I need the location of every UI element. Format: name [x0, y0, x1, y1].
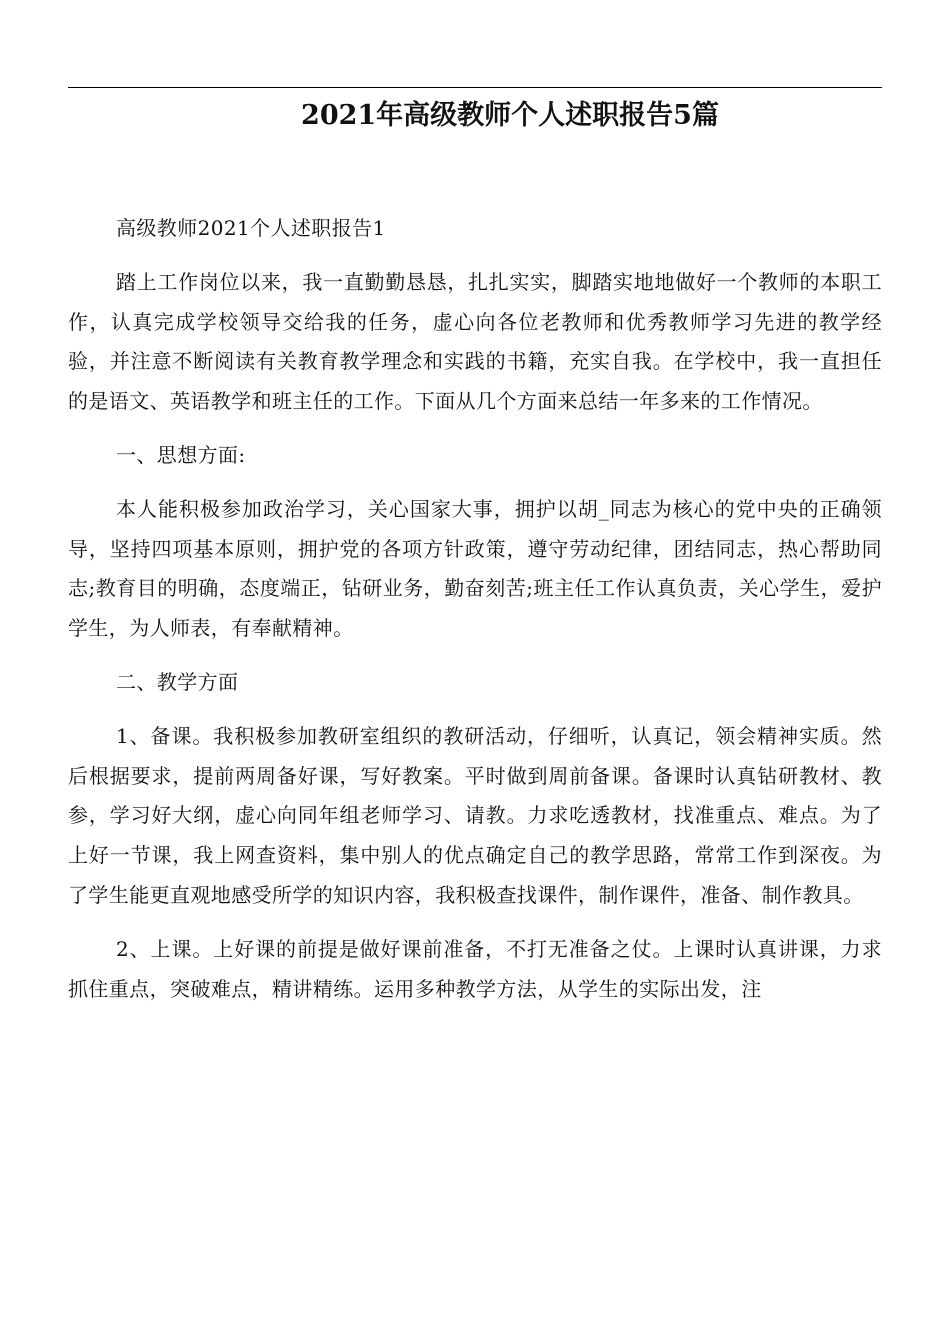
document-title: 2021年高级教师个人述职报告5篇	[301, 100, 719, 131]
paragraph-lesson-prep: 1、备课。我积极参加教研室组织的教研活动，仔细听，认真记，领会精神实质。然后根据要求，提前两周备好课，写好教案。平时做到周前备课。备课时认真钻研教材、教参，学习好大纲，虚心向同年组老师学习、请教。力求吃透教材，找准重点、难点。为了上好一节课，我上网查资料，集中别人的优点确定自己的教学思路，常常工作到深夜。为了学生能更直观地感受所学的知识内容，我积极查找课件，制作课件，准备、制作教具。	[68, 723, 882, 907]
paragraph-class: 2、上课。上好课的前提是做好课前准备，不打无准备之仗。上课时认真讲课，力求抓住重点，突破难点，精讲精练。运用多种教学方法，从学生的实际出发，注	[68, 936, 882, 1001]
document-body	[68, 209, 882, 1009]
heading-teaching: 二、教学方面	[116, 669, 239, 694]
header-rule	[68, 87, 882, 88]
heading-thought: 一、思想方面:	[116, 442, 246, 467]
paragraph-intro: 踏上工作岗位以来，我一直勤勤恳恳，扎扎实实，脚踏实地地做好一个教师的本职工作，认真完成学校领导交给我的任务，虚心向各位老教师和优秀教师学习先进的教学经验，并注意不断阅读有关教育教学理念和实践的书籍，充实自我。在学校中，我一直担任的是语文、英语教学和班主任的工作。下面从几个方面来总结一年多来的工作情况。	[68, 269, 882, 414]
paragraph-thought: 本人能积极参加政治学习，关心国家大事，拥护以胡_同志为核心的党中央的正确领导，坚持四项基本原则，拥护党的各项方针政策，遵守劳动纪律，团结同志，热心帮助同志;教育目的明确，态度端正，钻研业务，勤奋刻苦;班主任工作认真负责，关心学生，爱护学生，为人师表，有奉献精神。	[68, 496, 882, 641]
section-title: 高级教师2021个人述职报告1	[116, 216, 386, 240]
